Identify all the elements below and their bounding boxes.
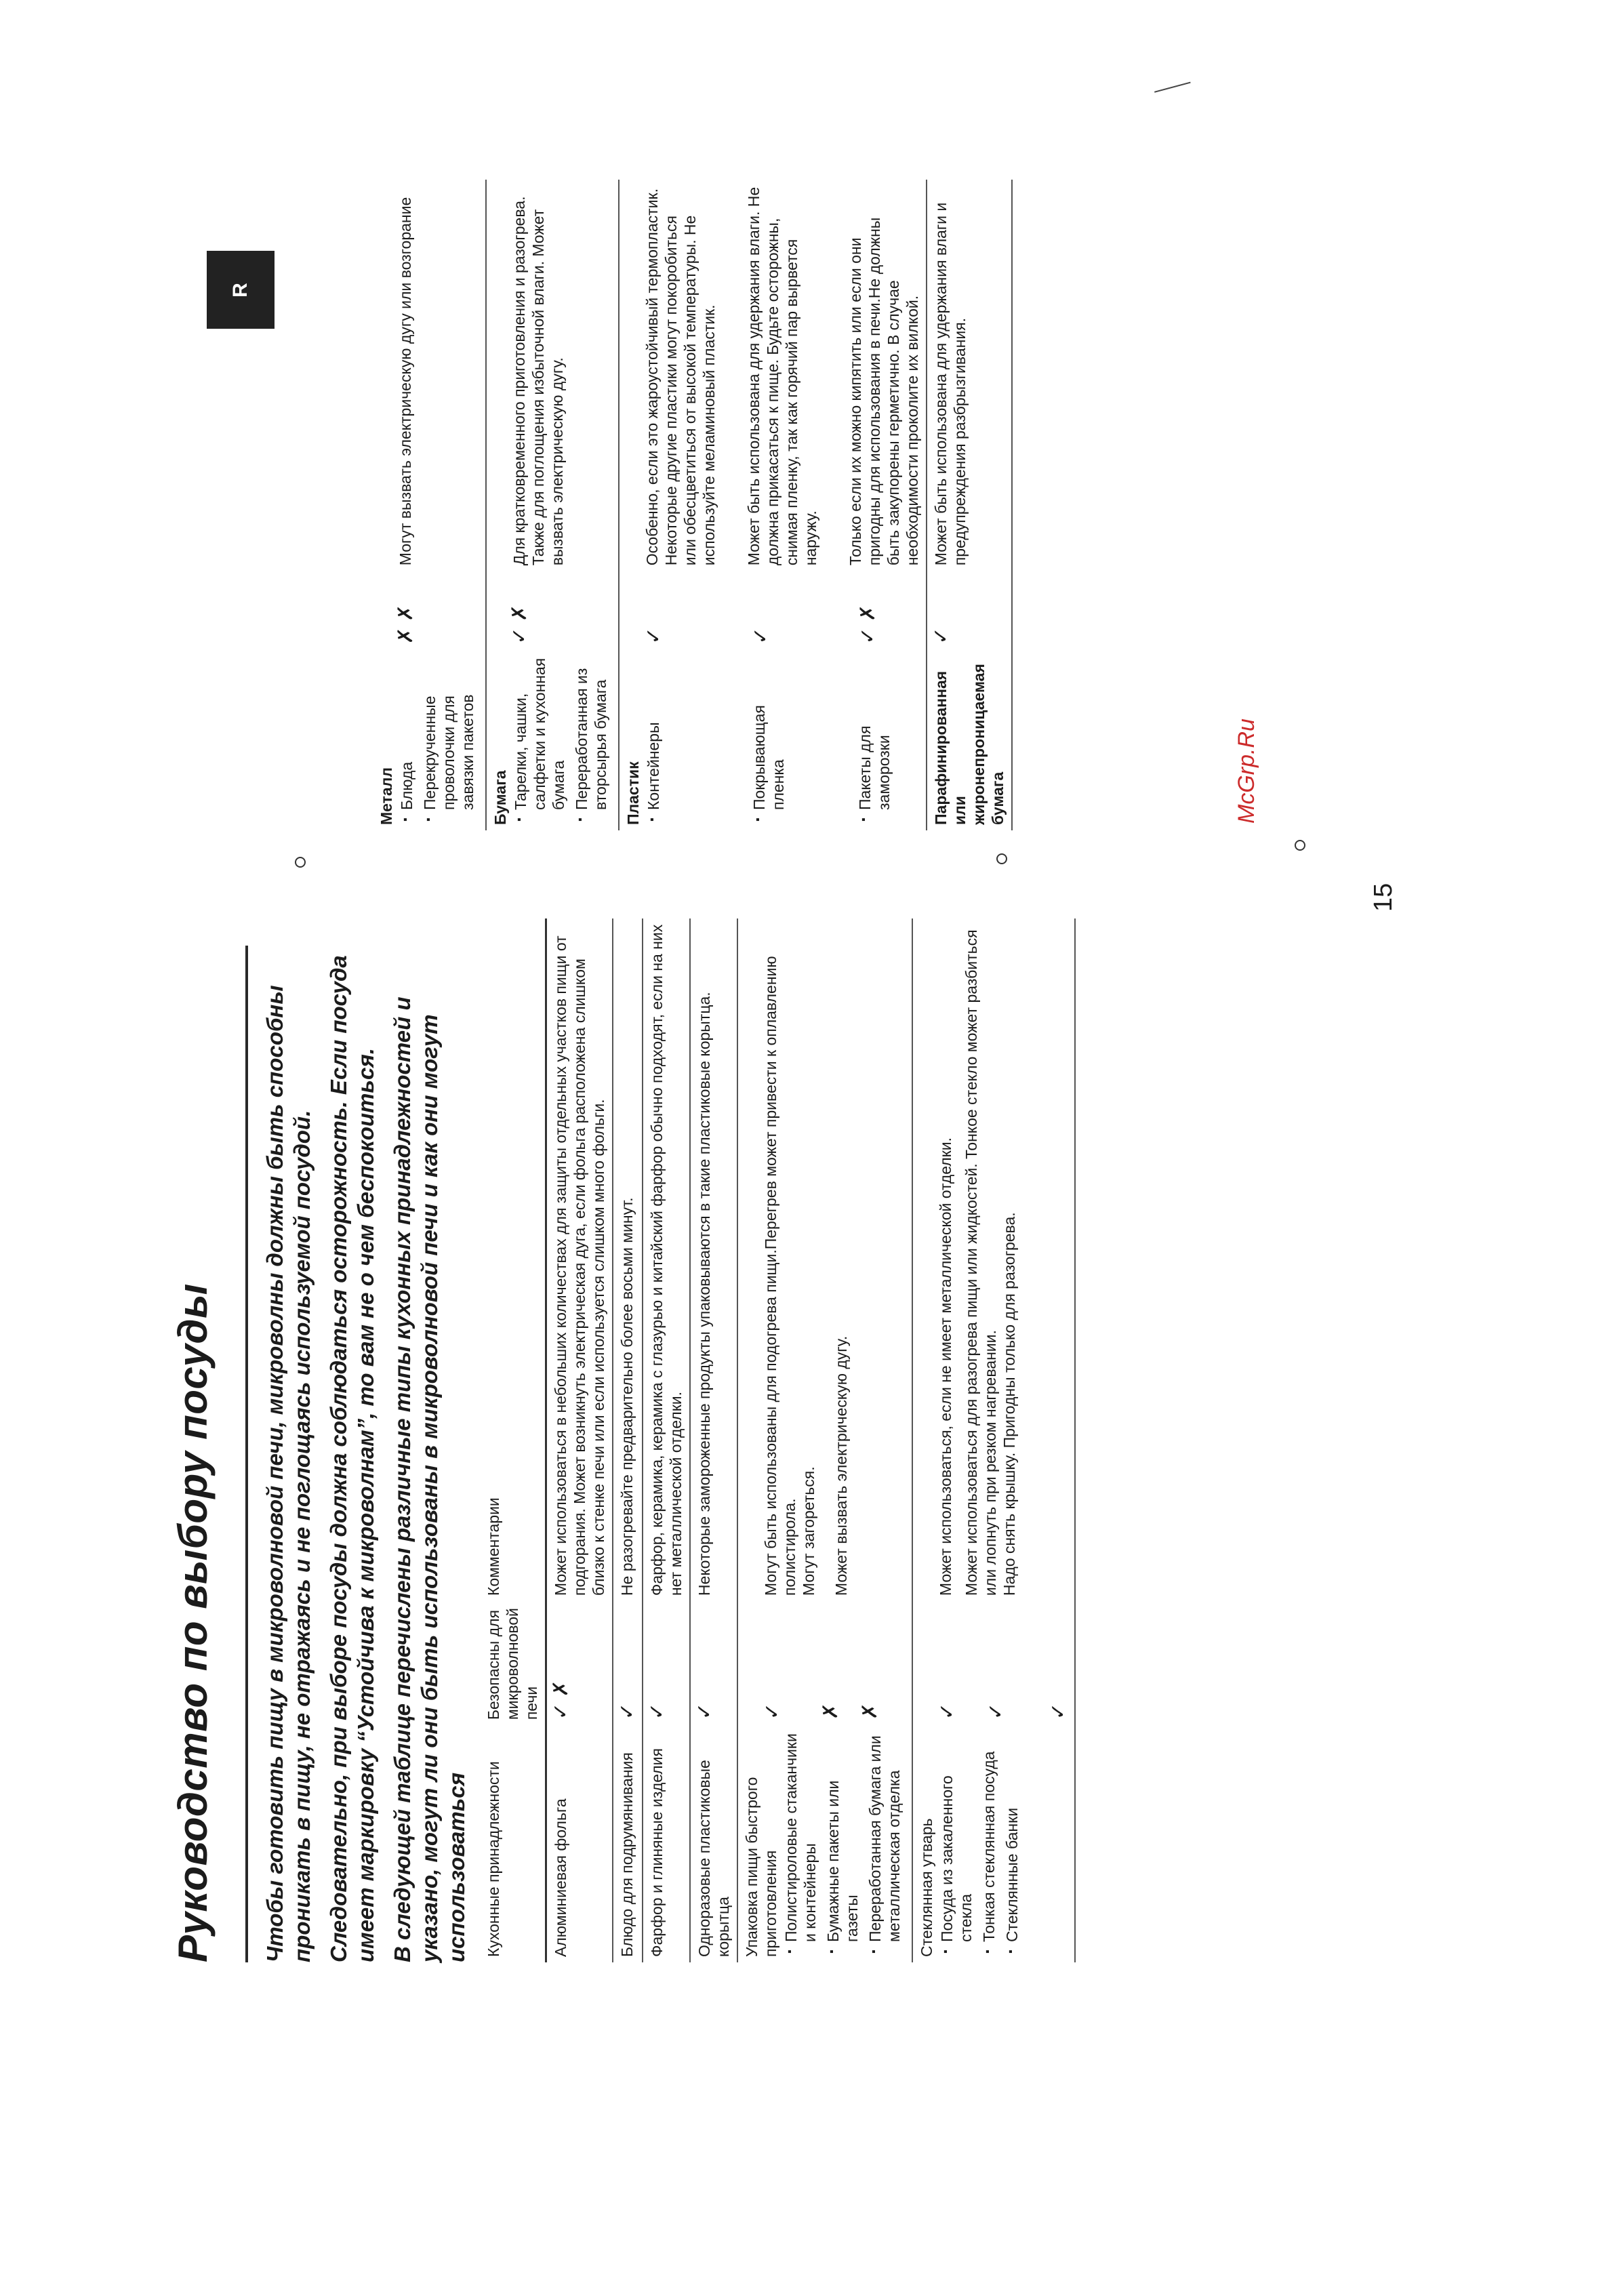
sub-item-list: [397, 655, 477, 825]
sub-item-list: [644, 655, 893, 825]
safety-mark: ✗: [819, 1703, 842, 1720]
safety-mark: ✓: [643, 1601, 690, 1725]
comment-cell: Может быть использована для удержания влаги и предупреждения разбрызгивания.: [927, 180, 1012, 571]
list-item: · Переработанная из вторсырья бумага: [572, 655, 610, 825]
sub-item-list: [511, 655, 610, 825]
table-row: [737, 918, 912, 1962]
item-cell: Блюдо для подрумянивания: [613, 1725, 643, 1962]
list-item: · Перекрученные проволочки для завязки пакетов: [420, 655, 477, 825]
safety-mark: ✗: [859, 1703, 881, 1720]
safety-mark: ✓: [1047, 1703, 1070, 1720]
sub-item-list: [937, 1731, 1021, 1957]
list-item: · Полистироловые стаканчики и контейнеры: [781, 1731, 819, 1957]
binding-hole: [996, 853, 1007, 864]
comment-cell: [619, 180, 927, 571]
list-item: · Покрывающая пленка: [750, 655, 851, 825]
comment-cell: Могут вызвать электрическую дугу или возгорание: [373, 180, 486, 571]
list-item: · Тарелки, чашки, салфетки и кухонная бумага: [511, 655, 568, 825]
item-cell: [486, 649, 619, 830]
intro-paragraph-1: Чтобы готовить пищу в микроволновой печи, микроволны должны быть способны проникать в пищу, не отражаясь и не поглощаясь используемой посудой.: [262, 985, 314, 1962]
safety-mark: ✓: [750, 627, 772, 645]
binding-hole: [295, 857, 306, 868]
list-item: · Пакеты для заморозки: [855, 655, 893, 825]
list-item: · Посуда из закаленного стекла: [937, 1731, 975, 1957]
safety-mark: ✓ ✗: [546, 1601, 613, 1725]
safety-mark: ✗ ✗: [373, 571, 486, 649]
header-cookware: Кухонные принадлежности: [480, 1725, 546, 1962]
item-cell: Фарфор и глиняные изделия: [643, 1725, 690, 1962]
binding-hole: [1295, 840, 1305, 851]
safety-mark: ✓: [690, 1601, 737, 1725]
comment-line: Может использоваться для разогрева пищи или жидкостей. Тонкое стекло может разбиться или лопнуть при резком нагревании.: [962, 929, 999, 1596]
safety-mark: ✓: [643, 627, 665, 645]
comment-line: Может вызвать электрическую дугу.: [832, 1335, 850, 1596]
table-row: [912, 918, 1075, 1962]
comment-line: Может быть использована для удержания влаги. Не должна прикасаться к пище. Будьте осторожны, снимая пленку, так как горячий пар вырвется наружу.: [745, 186, 819, 566]
list-item: · Переработанная бумага или металлическая отделка: [866, 1731, 904, 1957]
cookware-table-continued: [373, 180, 1013, 830]
table-row: [486, 180, 619, 830]
comment-cell: Может использоваться в небольших количествах для защиты отдельных участков пищи от подгорания. Может возникнуть электрическая дуга, если фольга расположена слишком близко к стенке печи или если используется слишком много фольги.: [546, 918, 613, 1601]
list-item: · Бумажные пакеты или газеты: [824, 1731, 861, 1957]
item-cell: [912, 1725, 1075, 1962]
right-column: [373, 166, 1013, 830]
table-row: [927, 180, 1012, 830]
group-label: Стеклянная утварь: [918, 1818, 935, 1957]
safety-mark-group: [619, 571, 927, 649]
safety-mark-group: [737, 1601, 912, 1725]
table-row: [690, 918, 737, 1962]
safety-mark: ✓ ✗: [486, 571, 619, 649]
intro-paragraph-3: В следующей таблице перечислены различные типы кухонных принадлежностей и указано, могут ли они быть использованы в микроволновой печи и как они могут использоваться: [390, 996, 469, 1962]
table-row: [546, 918, 613, 1962]
group-label: Металл: [378, 767, 395, 825]
item-cell: [619, 649, 927, 830]
safety-mark: ✓: [927, 571, 1012, 649]
title-rule: [245, 946, 248, 1962]
comment-cell: Для кратковременного приготовления и разогрева. Также для поглощения избыточной влаги. Может вызвать электрическую дугу.: [486, 180, 619, 571]
table-row: [619, 180, 927, 830]
rotated-content: [169, 159, 1444, 1962]
comment-line: Надо снять крышку. Пригодны только для разогрева.: [1000, 1212, 1018, 1596]
sub-item-list: [781, 1731, 904, 1957]
page-title: Руководство по выбору посуды: [170, 1283, 216, 1962]
safety-mark: ✓ ✗: [857, 604, 879, 645]
item-cell: [373, 649, 486, 830]
item-cell: Одноразовые пластиковые корытца: [690, 1725, 737, 1962]
comment-cell: Фарфор, керамика, керамика с глазурью и китайский фарфор обычно подходят, если на них нет металлической отделки.: [643, 918, 690, 1601]
table-header-row: [480, 918, 546, 1962]
language-badge: R: [207, 251, 275, 329]
pen-mark: [1151, 70, 1190, 93]
table-row: [373, 180, 486, 830]
safety-mark-group: [912, 1601, 1075, 1725]
comment-line: Только если их можно кипятить или если они пригодны для использования в печи.Не должны быть закупорены герметично. В случае необходимости проколите их вилкой.: [847, 217, 921, 566]
cookware-table: [480, 918, 1076, 1962]
safety-mark: ✓: [613, 1601, 643, 1725]
comment-cell: [737, 918, 912, 1601]
group-label: Упаковка пищи быстрого приготовления: [743, 1777, 779, 1957]
safety-mark: ✓: [761, 1703, 784, 1720]
comment-cell: Некоторые замороженные продукты упаковываются в такие пластиковые корытца.: [690, 918, 737, 1601]
table-row: [613, 918, 643, 1962]
list-item: · Тонкая стеклянная посуда: [979, 1731, 998, 1957]
watermark: McGrp.Ru: [1234, 719, 1259, 824]
comment-line: Могут загореться.: [800, 1466, 817, 1596]
comment-cell: Не разогревайте предварительно более восьми минут.: [613, 918, 643, 1601]
item-cell: Парафинированная или жиронепроницаемая бумага: [927, 649, 1012, 830]
item-cell: [737, 1725, 912, 1962]
intro-paragraph-2: Следовательно, при выборе посуды должна соблюдаться осторожность. Если посуда имеет маркировку “Устойчива к микроволнам”, то вам не о чем беспокоиться.: [326, 955, 378, 1962]
comment-line: Особенно, если это жароустойчивый термопластик. Некоторые другие пластики могут покоробиться или обесцветиться от высокой температуры. Не используйте меламиновый пластик.: [643, 188, 718, 566]
list-item: · Стеклянные банки: [1002, 1731, 1021, 1957]
group-label: Бумага: [491, 770, 509, 825]
header-comments: Комментарии: [480, 918, 546, 1601]
item-cell: Алюминиевая фольга: [546, 1725, 613, 1962]
safety-mark: ✓: [985, 1703, 1007, 1720]
safety-mark: ✓: [936, 1703, 958, 1720]
list-item: · Контейнеры: [644, 655, 746, 825]
comment-line: Могут быть использованы для подогрева пищи.Перегрев может привести к оплавлению полистирола.: [762, 956, 798, 1596]
list-item: · Блюда: [397, 655, 416, 825]
comment-line: Может использоваться, если не имеет металлической отделки.: [937, 1137, 954, 1596]
table-row: [643, 918, 690, 1962]
header-microwave-safe: Безопасны для микроволновой печи: [480, 1601, 546, 1725]
group-label: Пластик: [624, 761, 642, 825]
comment-cell: [912, 918, 1075, 1601]
left-column: [262, 891, 1076, 1962]
page-number: 15: [1369, 883, 1398, 912]
